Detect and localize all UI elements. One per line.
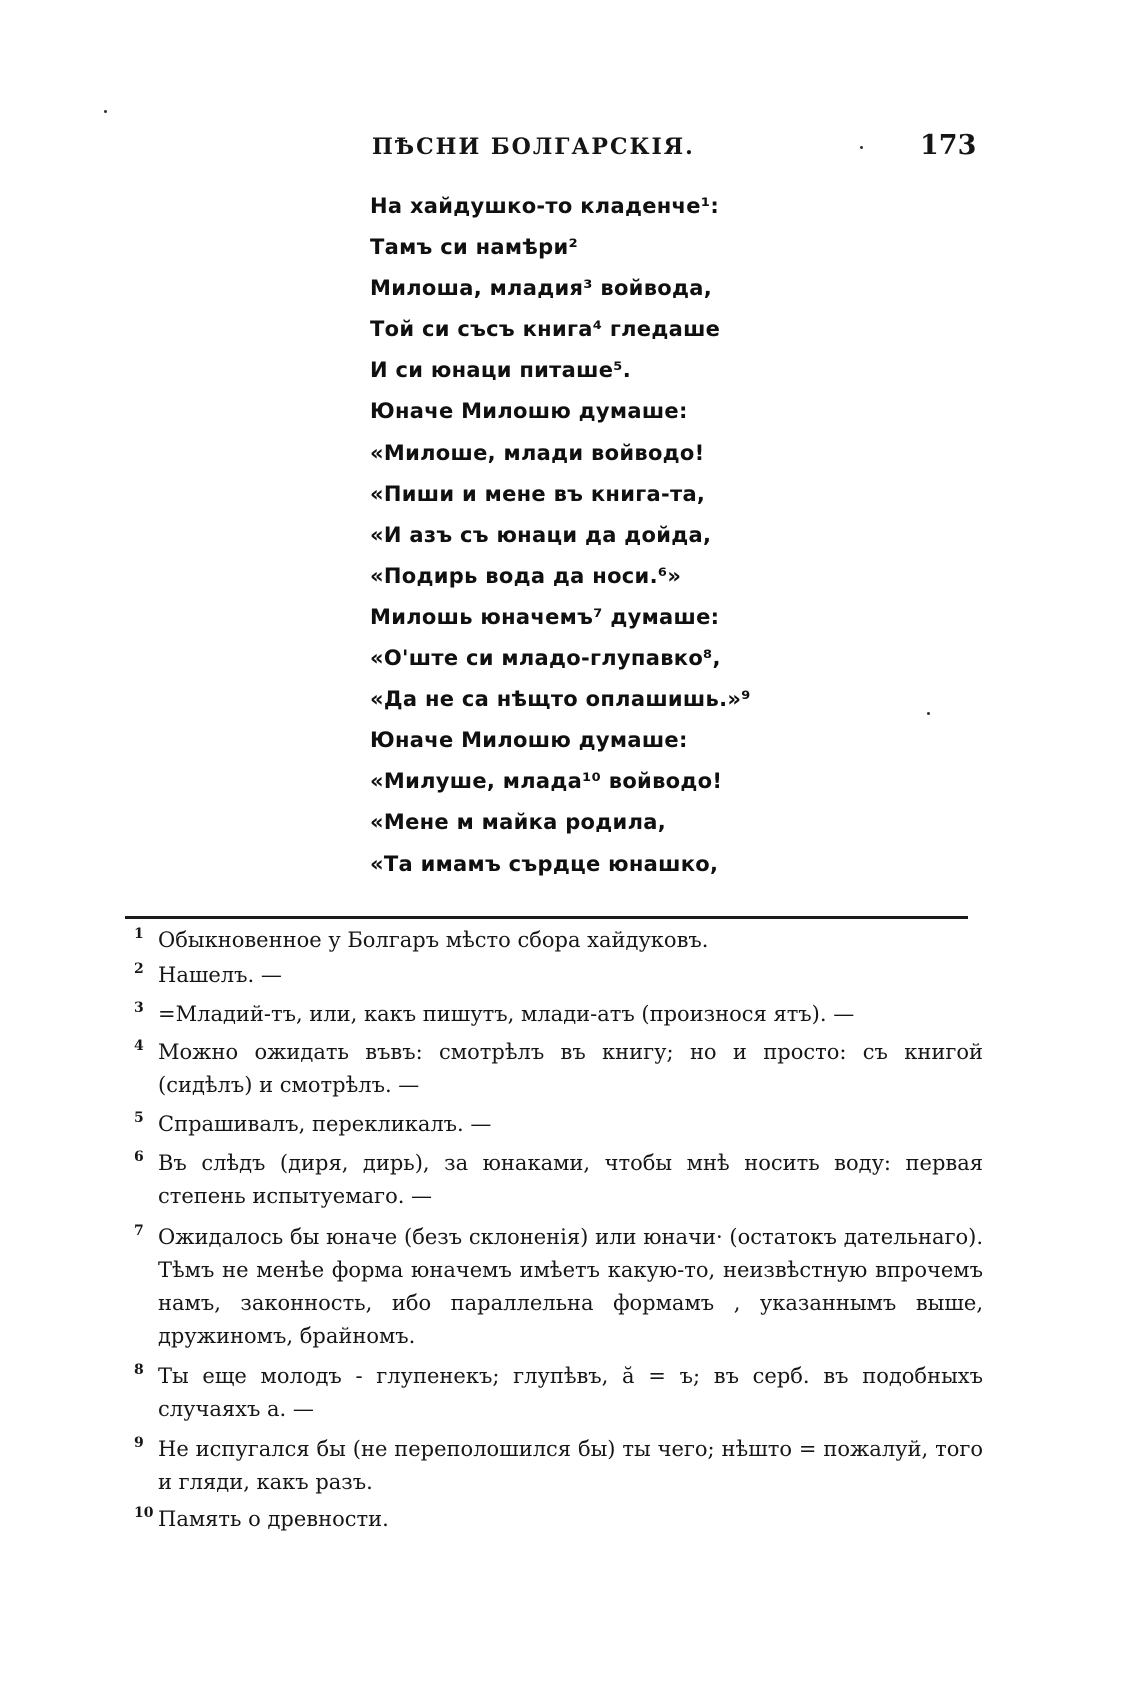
footnote-text: Въ слѣдъ (диря, дирь), за юнаками, чтобы мнѣ носить воду: первая степень испытуемаго. — [158,1151,983,1208]
footnote-text: Можно ожидать въвъ: смотрѣлъ въ книгу; но и просто: съ книгой (сидѣлъ) и смотрѣлъ. — [158,1040,983,1097]
footnote-text: Обыкновенное у Болгаръ мѣсто сбора хайдуковъ. [158,928,709,952]
footnote-number: 6 [134,1149,144,1165]
poem-line: «И азъ съ юнаци да дойда, [370,522,712,547]
footnote [128,1503,983,1536]
footnote-text: Память о древности. [158,1507,389,1531]
footnote [128,1221,983,1353]
footnote-text: Спрашивалъ, перекликалъ. — [158,1112,492,1136]
footnote [128,959,983,992]
footnote-number: 1 [134,926,144,942]
poem-line: «Да не са нѣщто оплашишь.»⁹ [370,687,751,712]
footnote-number: 8 [134,1362,144,1378]
print-speck [860,146,863,149]
footnote-number: 3 [134,1000,144,1016]
poem-line: И си юнаци питаше⁵. [370,358,632,383]
footnote [128,1360,983,1426]
poem-line: Юначе Милошю думаше: [370,399,688,424]
poem-line: Милоша, младия³ войвода, [370,276,713,301]
footnote [128,924,983,957]
footnote [128,1108,983,1141]
poem-line: Тамъ си намѣри² [370,235,578,260]
footnote-text: Нашелъ. — [158,963,282,987]
poem-line: «Милуше, млада¹⁰ войводо! [370,769,723,794]
footnote [128,1147,983,1213]
print-speck [104,110,107,113]
footnote-number: 4 [134,1038,144,1054]
footnote-number: 2 [134,961,144,977]
poem-block [370,186,790,885]
footnote-text: Ты еще молодъ - глупенекъ; глупѣвъ, ă = ъ; въ серб. въ подобныхъ случаяхъ а. — [158,1364,983,1421]
poem-line: На хайдушко-то кладенче¹: [370,194,720,218]
print-speck [927,712,930,715]
footnote [128,998,983,1031]
footnote-text: Не испугался бы (не переполошился бы) ты чего; нѣшто = пожалуй, того и гляди, какъ разъ. [158,1437,983,1494]
footnote-divider [125,916,968,919]
poem-line: Милошь юначемъ⁷ думаше: [370,604,720,629]
poem-line: Той си съсъ книга⁴ гледаше [370,317,721,342]
poem-line: «Пиши и мене въ книга-та, [370,481,706,506]
poem-line: «Мене м майка родила, [370,810,666,835]
footnote-number: 9 [134,1435,144,1451]
footnote-number: 5 [134,1110,144,1126]
page-number: 173 [920,130,977,161]
poem-line: Юначе Милошю думаше: [370,728,688,753]
poem-line: «Та имамъ сърдце юнашко, [370,851,719,876]
footnote-text: Ожидалось бы юначе (безъ склоненія) или юначи· (остатокъ дательнаго). Тѣмъ не менѣе форма юначемъ имѣетъ какую-то, неизвѣстную впрочемъ намъ, законность, ибо параллельна формамъ , указаннымъ выше, дружиномъ, брайномъ. [158,1225,983,1348]
poem-line: «О'ште си младо-глупавко⁸, [370,646,721,671]
footnote [128,1036,983,1102]
footnote-text: =Младий-тъ, или, какъ пишутъ, млади-атъ (произнося ятъ). — [158,1002,855,1026]
footnote [128,1433,983,1499]
running-title: ПѢСНИ БОЛГАРСКІЯ. [372,134,695,160]
footnote-number: 10 [134,1505,154,1521]
poem-line: «Подирь вода да носи.⁶» [370,563,682,588]
poem-line: «Милоше, млади войводо! [370,440,705,465]
footnotes [128,924,983,1536]
footnote-number: 7 [134,1223,144,1239]
